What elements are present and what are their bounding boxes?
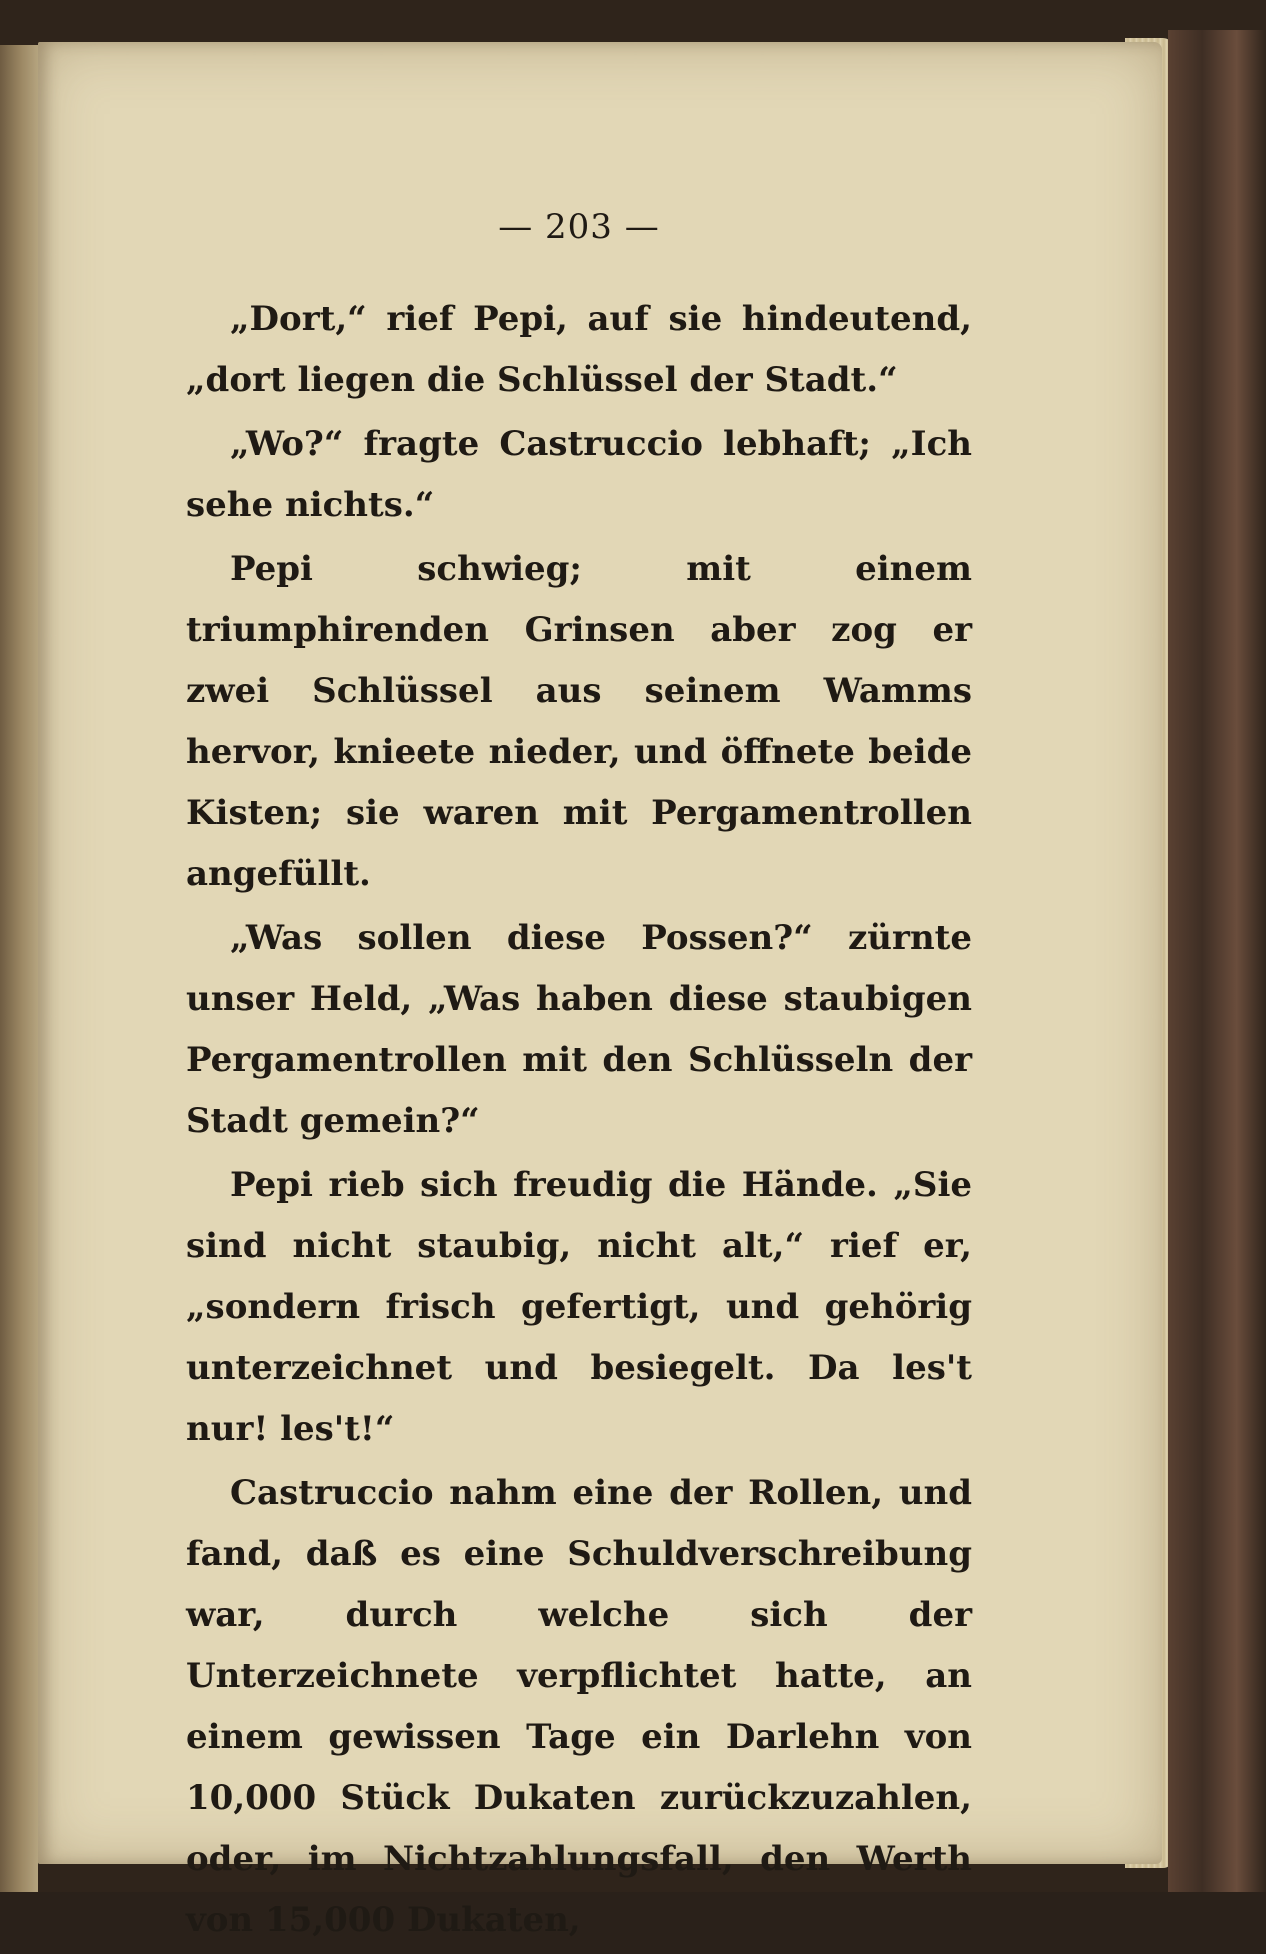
paragraph-4: „Was sollen diese Possen?“ zürnte unser Held, „Was haben diese staubigen Pergamentrollen mit den Schlüsseln der Stadt gemein?“	[186, 918, 972, 1141]
page-content	[186, 205, 972, 1954]
book-cover-edge	[1168, 30, 1266, 1892]
previous-page-edge	[0, 45, 38, 1892]
paragraph-3: Pepi schwieg; mit einem triumphirenden Grinsen aber zog er zwei Schlüssel aus seinem Wamms hervor, knieete nieder, und öffnete beide Kisten; sie waren mit Pergamentrollen angefüllt.	[186, 549, 972, 894]
paragraph-5: Pepi rieb sich freudig die Hände. „Sie sind nicht staubig, nicht alt,“ rief er, „sondern frisch gefertigt, und gehörig unterzeichnet und besiegelt. Da les't nur! les't!“	[186, 1165, 972, 1449]
paragraph-1: „Dort,“ rief Pepi, auf sie hindeutend, „dort liegen die Schlüssel der Stadt.“	[186, 299, 972, 400]
page-number: — 203 —	[498, 207, 660, 247]
paragraph-2: „Wo?“ fragte Castruccio lebhaft; „Ich sehe nichts.“	[186, 424, 972, 525]
paragraph-6: Castruccio nahm eine der Rollen, und fand, daß es eine Schuldverschreibung war, durch welche sich der Unterzeichnete verpflichtet hatte, an einem gewissen Tage ein Darlehn von 10,000 Stück Dukaten zurückzuzahlen, oder, im Nichtzahlungsfall, den Werth von 15,000 Dukaten,	[186, 1473, 972, 1940]
